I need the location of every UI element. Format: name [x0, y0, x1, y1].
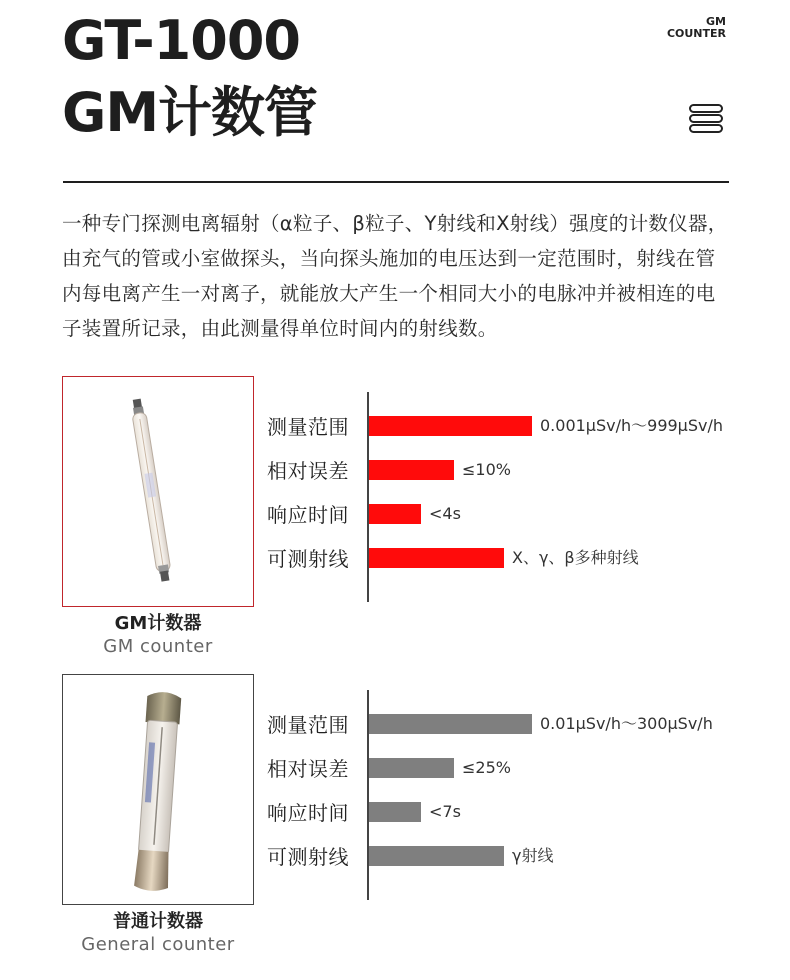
gm-spec-label: 相对误差 [267, 459, 349, 483]
gm-spec-value: X、γ、β多种射线 [512, 548, 639, 567]
general-caption: 普通计数器 [113, 911, 203, 932]
gm-spec-row [255, 548, 735, 570]
gm-spec-bar [369, 416, 532, 436]
general-spec-label: 测量范围 [267, 713, 349, 737]
general-caption-en: General counter [81, 934, 235, 955]
header-divider [63, 181, 729, 183]
gm-spec-value: <4s [429, 504, 461, 523]
general-spec-value: 0.01μSv/h～300μSv/h [540, 714, 713, 733]
brand-line-2: COUNTER [666, 27, 726, 40]
general-spec-label: 响应时间 [267, 801, 349, 825]
page-title-product: GM计数管 [62, 81, 318, 144]
gm-spec-bar [369, 548, 504, 568]
gm-spec-value: 0.001μSv/h～999μSv/h [540, 416, 724, 435]
menu-icon[interactable] [689, 104, 723, 138]
gm-spec-bar [369, 504, 421, 524]
gm-spec-chart [255, 392, 735, 602]
general-spec-bar [369, 846, 504, 866]
gm-spec-label: 测量范围 [267, 415, 349, 439]
general-spec-row [255, 846, 735, 868]
general-spec-chart [255, 690, 735, 900]
gm-spec-row [255, 416, 735, 438]
page-title-model: GT-1000 [62, 9, 300, 72]
general-spec-bar [369, 758, 454, 778]
gm-spec-value: ≤10% [462, 460, 511, 479]
gm-spec-label: 可测射线 [267, 547, 349, 571]
general-spec-value: <7s [429, 802, 461, 821]
brand-logo [667, 16, 726, 40]
general-spec-label: 相对误差 [267, 757, 349, 781]
intro-paragraph: 一种专门探测电离辐射（α粒子、β粒子、Y射线和X射线）强度的计数仪器，由充气的管或小室做探头，当向探头施加的电压达到一定范围时，射线在管内每电离产生一对离子，就能放大产生一个相同大小的电脉冲并被相连的电子装置所记录，由此测量得单位时间内的射线数。 [62, 212, 728, 340]
general-spec-bar [369, 802, 421, 822]
general-spec-row [255, 758, 735, 780]
gm-counter-photo [62, 376, 254, 607]
gm-caption: GM计数器 [114, 613, 202, 634]
general-spec-row [255, 802, 735, 824]
gm-spec-row [255, 460, 735, 482]
general-spec-value: ≤25% [462, 758, 511, 777]
general-spec-row [255, 714, 735, 736]
gm-spec-label: 响应时间 [267, 503, 349, 527]
general-counter-photo [62, 674, 254, 905]
gm-spec-row [255, 504, 735, 526]
general-spec-bar [369, 714, 532, 734]
general-spec-value: γ射线 [512, 846, 554, 865]
gm-spec-bar [369, 460, 454, 480]
general-spec-label: 可测射线 [267, 845, 349, 869]
gm-caption-en: GM counter [103, 636, 213, 657]
brand-line-1: GM [706, 15, 726, 28]
